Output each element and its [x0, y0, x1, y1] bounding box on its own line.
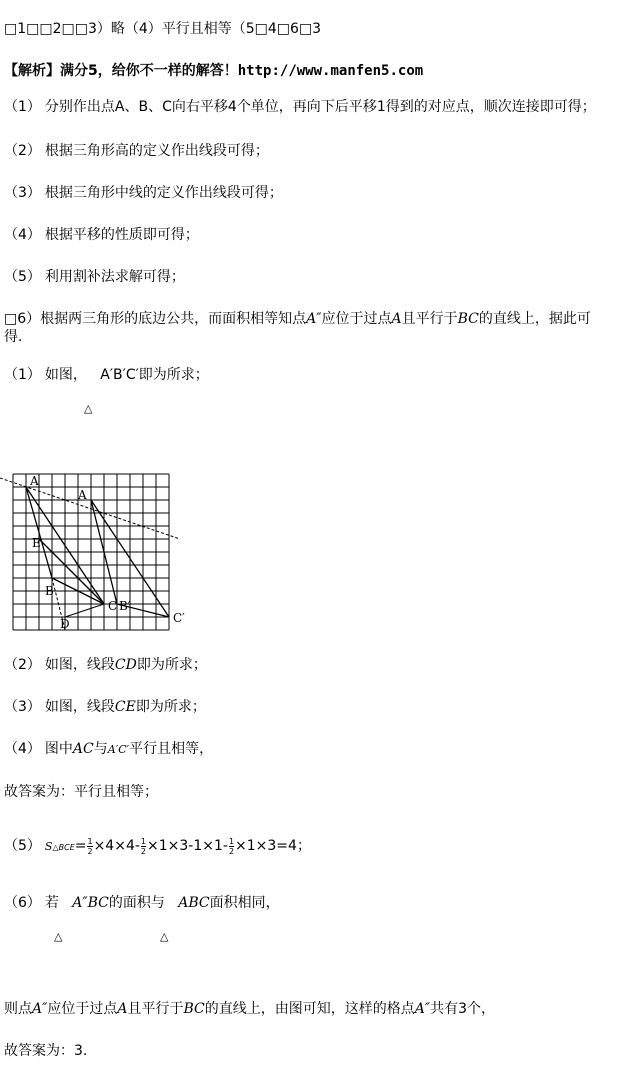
point-label: A″: [306, 311, 322, 327]
site-url[interactable]: http://www.manfen5.com: [237, 63, 424, 79]
formula-part: ×4×4-: [93, 838, 140, 854]
answer-3: [4, 698, 206, 716]
answer-number: （4）: [4, 741, 41, 757]
step-1: [4, 98, 596, 116]
step-6: [4, 310, 591, 328]
segment-label: CE: [114, 699, 136, 715]
answer-text: 若: [44, 895, 59, 911]
label-c-prime: C′: [173, 611, 185, 625]
answer-5: [4, 834, 311, 860]
formula-part: ×1×3-1×1-: [147, 838, 228, 854]
segment-label: BC: [457, 311, 479, 327]
triangle-symbol: △: [54, 930, 63, 943]
step-text: 且平行于: [401, 311, 458, 327]
answer-summary: □1□□2□□3）略（4）平行且相等（5□4□6□3: [4, 21, 322, 37]
segment-label: CD: [114, 657, 137, 673]
answer-text: 即为所求；: [136, 657, 207, 673]
step-text: 根据三角形中线的定义作出线段可得；: [44, 185, 283, 201]
triangle-label: ABC: [178, 895, 210, 911]
answer-text: 故答案为：: [4, 1043, 74, 1059]
step-number: （3）: [4, 185, 41, 201]
segment-label: AC: [72, 741, 94, 757]
label-b: B: [45, 584, 54, 598]
label-a: A: [30, 474, 39, 488]
answer-text: .: [82, 1043, 88, 1059]
step-text: □6）根据两三角形的底边公共，而面积相等知点: [4, 311, 307, 327]
answer-number: （5）: [4, 838, 41, 854]
point-label: A″: [414, 1001, 431, 1017]
final-answer: [4, 1042, 87, 1060]
analysis-slogan: 满分5，给你不一样的解答！: [60, 63, 238, 79]
segment-label: BC: [183, 1001, 205, 1017]
formula-part: ×1×3=4；: [235, 838, 311, 854]
area-subscript: △BCE: [52, 843, 75, 852]
step-number: （4）: [4, 227, 41, 243]
step-text: 应位于过点: [321, 311, 392, 327]
step-number: （2）: [4, 143, 41, 159]
step-number: （5）: [4, 269, 41, 285]
point-label: A: [391, 311, 402, 327]
step-text: 利用割补法求解可得；: [44, 269, 185, 285]
step-text: 个单位，再向下后平移: [236, 99, 377, 115]
answer-4-final: 故答案为：平行且相等；: [4, 784, 158, 800]
step-5: [4, 268, 185, 286]
point-labels: A、B、C: [114, 99, 172, 115]
analysis-bracket: 【解析】: [4, 63, 60, 79]
step-3: [4, 184, 283, 202]
segment-label: A′C′: [107, 743, 130, 756]
answer-text: 图中: [44, 741, 73, 757]
answer-text: 的面积与: [108, 895, 165, 911]
point-label: A: [117, 1001, 128, 1017]
answer-text: 面积相同，: [209, 895, 280, 911]
answer-text: 的直线上，由图可知，这样的格点: [204, 1001, 415, 1017]
answer-number: （3）: [4, 699, 41, 715]
label-b-prime: B′: [119, 599, 131, 613]
answer-2: [4, 656, 207, 674]
step-6-cont: 得.: [4, 329, 23, 345]
triangle-label: A′B′C′: [100, 367, 139, 383]
answer-text: 即为所求；: [138, 367, 209, 383]
answer-number: （6）: [4, 895, 41, 911]
triangle-label: A″BC: [72, 895, 109, 911]
point-label: A″: [32, 1001, 48, 1017]
answer-6: [4, 894, 280, 912]
label-c: C: [108, 599, 118, 613]
step-text: 根据三角形高的定义作出线段可得；: [44, 143, 269, 159]
step-text: 根据平移的性质即可得；: [44, 227, 199, 243]
answer-value: 3: [74, 1043, 83, 1059]
step-4: [4, 226, 199, 244]
step-text: 得到的对应点，顺次连接即可得；: [385, 99, 596, 115]
triangle-symbol: △: [160, 930, 169, 943]
answer-text: 如图，: [44, 367, 87, 383]
answer-text: 如图，线段: [44, 657, 115, 673]
triangle-symbol: △: [84, 402, 93, 415]
shift-right-amount: 4: [227, 99, 237, 115]
answer-number: （1）: [4, 367, 41, 383]
fraction-half: $\frac{1}{2}$: [140, 836, 146, 856]
equals: =: [74, 838, 87, 854]
label-a-prime: A: [78, 488, 87, 502]
segment-cd-2: [65, 604, 104, 617]
answer-1: [4, 366, 209, 384]
label-e: E: [32, 536, 41, 550]
fraction-half: $\frac{1}{2}$: [87, 836, 93, 856]
answer-text: 且平行于: [127, 1001, 184, 1017]
step-text: 分别作出点: [44, 99, 115, 115]
label-d: D: [60, 617, 70, 631]
fraction-half: $\frac{1}{2}$: [228, 836, 235, 856]
shift-down-amount: 1: [376, 99, 386, 115]
step-number: （1）: [4, 99, 41, 115]
step-text: 的直线上，据此可: [478, 311, 591, 327]
answer-text: 共有3个，: [430, 1001, 495, 1017]
answer-6-conclusion: [4, 1000, 495, 1018]
translation-figure: [0, 464, 200, 639]
answer-text: 则点: [4, 1001, 32, 1017]
answer-text: 即为所求；: [135, 699, 206, 715]
area-symbol: S: [44, 840, 53, 853]
grid: [13, 474, 169, 630]
answer-text: 应位于过点: [47, 1001, 118, 1017]
step-2: [4, 142, 269, 160]
answer-number: （2）: [4, 657, 41, 673]
answer-4: [4, 740, 213, 759]
analysis-title: [4, 62, 423, 80]
step-text: 向右平移: [171, 99, 228, 115]
answer-text: 与: [93, 741, 108, 757]
answer-text: 平行且相等，: [129, 741, 214, 757]
answer-text: 如图，线段: [44, 699, 115, 715]
